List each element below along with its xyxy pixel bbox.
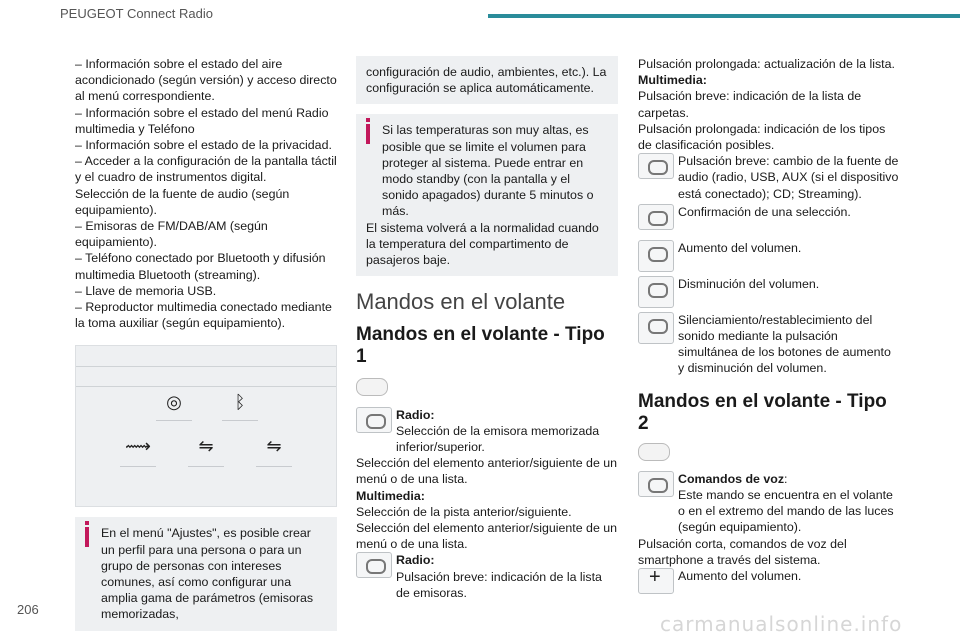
aux-icon: ⟿ xyxy=(125,436,151,457)
voice-text: Este mando se encuentra en el volante o en el extremo del mando de las luces (según equipamiento). xyxy=(678,488,894,535)
confirm-text: Confirmación de una selección. xyxy=(678,204,851,219)
col1-line: – Información sobre el estado del menú Radio multimedia y Teléfono xyxy=(75,105,329,136)
usb-icon: ⇋ xyxy=(198,436,214,457)
note-text: configuración de audio, ambientes, etc.). La configuración se aplica automáticamente. xyxy=(366,65,607,96)
col3-line: Pulsación prolongada: actualización de la lista. xyxy=(638,57,895,71)
col3-line: Pulsación prolongada: indicación de los tipos de clasificación posibles. xyxy=(638,121,886,153)
info-note xyxy=(356,114,618,276)
bluetooth-icon: ᛒ xyxy=(234,392,246,413)
col1-line: – Teléfono conectado por Bluetooth y difusión multimedia Bluetooth (streaming). xyxy=(75,251,326,282)
col1-line: – Acceder a la configuración de la pantalla táctil y el cuadro de instrumentos digital. xyxy=(75,154,337,185)
col1-line: – Llave de memoria USB. xyxy=(75,283,217,298)
info-note xyxy=(75,517,337,630)
source-text: Pulsación breve: cambio de la fuente de audio (radio, USB, AUX (si el dispositivo está conectado); CD; Streaming). xyxy=(678,154,899,201)
watermark: carmanualsonline.info xyxy=(660,612,903,636)
plus-icon xyxy=(638,568,674,594)
source-icons-figure xyxy=(75,345,337,507)
volume-up-text: Aumento del volumen. xyxy=(678,240,802,255)
header-title: PEUGEOT Connect Radio xyxy=(60,6,213,21)
steering-control-icon xyxy=(356,407,392,433)
radio-text: Pulsación breve: indicación de la lista de emisoras. xyxy=(396,569,602,600)
col1-line: – Información sobre el estado del aire acondicionado (según versión) y acceso directo al menú correspondiente. xyxy=(75,57,337,104)
info-icon xyxy=(85,527,89,547)
source-control-icon xyxy=(638,153,674,179)
radio-text: Selección del elemento anterior/siguiente de un menú o de una lista. xyxy=(356,456,618,487)
note-text: En el menú "Ajustes", es posible crear un perfil para una persona o para un grupo de personas con intereses comunes, así como configurar una amplia gama de parámetros (emisoras memorizadas, xyxy=(101,526,314,622)
volume-up-text: Aumento del volumen. xyxy=(678,569,802,584)
steering-wheel-icon xyxy=(356,378,388,396)
wifi-icon: ◎ xyxy=(166,392,182,413)
volume-down-text: Disminución del volumen. xyxy=(678,276,820,291)
multimedia-label: Multimedia: xyxy=(638,73,707,88)
note-text: El sistema volverá a la normalidad cuando la temperatura del compartimento de pasajeros baje. xyxy=(366,220,599,268)
note-text: Si las temperaturas son muy altas, es posible que se limite el volumen para proteger al sistema. Puede entrar en modo standby (con la pantalla y el sonido apagados) durante 5 minutos o más. xyxy=(382,123,594,219)
column-1 xyxy=(75,56,337,641)
confirm-control-icon xyxy=(638,204,674,230)
radio-label: Radio: xyxy=(396,407,435,422)
mute-text: Silenciamiento/restablecimiento del sonido mediante la pulsación simultánea de los botones de aumento y disminución del volumen. xyxy=(678,312,891,376)
multimedia-text: Selección de la pista anterior/siguiente. xyxy=(356,504,572,519)
info-icon xyxy=(366,124,370,144)
volume-down-control-icon xyxy=(638,276,674,308)
page-number: 206 xyxy=(17,602,39,617)
section-title: Mandos en el volante xyxy=(356,289,566,315)
usb-icon: ⇋ xyxy=(266,436,282,457)
col1-line: – Reproductor multimedia conectado mediante la toma auxiliar (según equipamiento). xyxy=(75,300,332,331)
column-2 xyxy=(356,56,618,601)
col1-line: – Información sobre el estado de la privacidad. xyxy=(75,138,332,153)
col1-line: Selección de la fuente de audio (según equipamiento). xyxy=(75,186,290,217)
subsection-title: Mandos en el volante - Tipo 2 xyxy=(638,390,887,434)
column-3: Pulsación prolongada: actualización de la lista. Multimedia: Pulsación breve: indicación de la lista de carpetas. Pulsación prolongada: indicación de los tipos de clasificación posibles. Pulsación breve: cambio de la fuente de audio (radio, USB, AUX (si el dispositivo está conectado); CD; Streaming). Confirmación de una selección. Aumento del volumen. Disminución del volumen. Silenciamiento/restablecimiento del sonido mediante la pulsación simultánea de los botones de aumento y disminución del volumen. Mandos en el volante - Tipo 2 Comandos de voz: Este mando se encuentra en el volante o en el extremo del mando de las luces (según equipamiento). Pulsación corta, comandos de voz del smartphone a través del sistema. + Aumento del volumen. xyxy=(638,56,900,594)
radio-label: Radio: xyxy=(396,553,435,568)
note-continued xyxy=(356,56,618,104)
volume-up-control-icon xyxy=(638,240,674,272)
steering-wheel-icon xyxy=(638,443,670,461)
mute-control-icon xyxy=(638,312,674,344)
col1-line: – Emisoras de FM/DAB/AM (según equipamiento). xyxy=(75,219,268,250)
radio-text: Selección de la emisora memorizada inferior/superior. xyxy=(396,423,600,455)
voice-text: Pulsación corta, comandos de voz del smartphone a través del sistema. xyxy=(638,536,847,567)
col3-line: Pulsación breve: indicación de la lista de carpetas. xyxy=(638,89,862,120)
multimedia-label: Multimedia: xyxy=(356,488,425,503)
voice-command-icon xyxy=(638,471,674,497)
multimedia-text: Selección del elemento anterior/siguiente de un menú o de una lista. xyxy=(356,521,618,552)
subsection-title: Mandos en el volante - Tipo 1 xyxy=(356,324,605,368)
header-accent-bar xyxy=(488,14,960,18)
steering-control-icon xyxy=(356,552,392,578)
voice-label: Comandos de voz xyxy=(678,471,785,486)
